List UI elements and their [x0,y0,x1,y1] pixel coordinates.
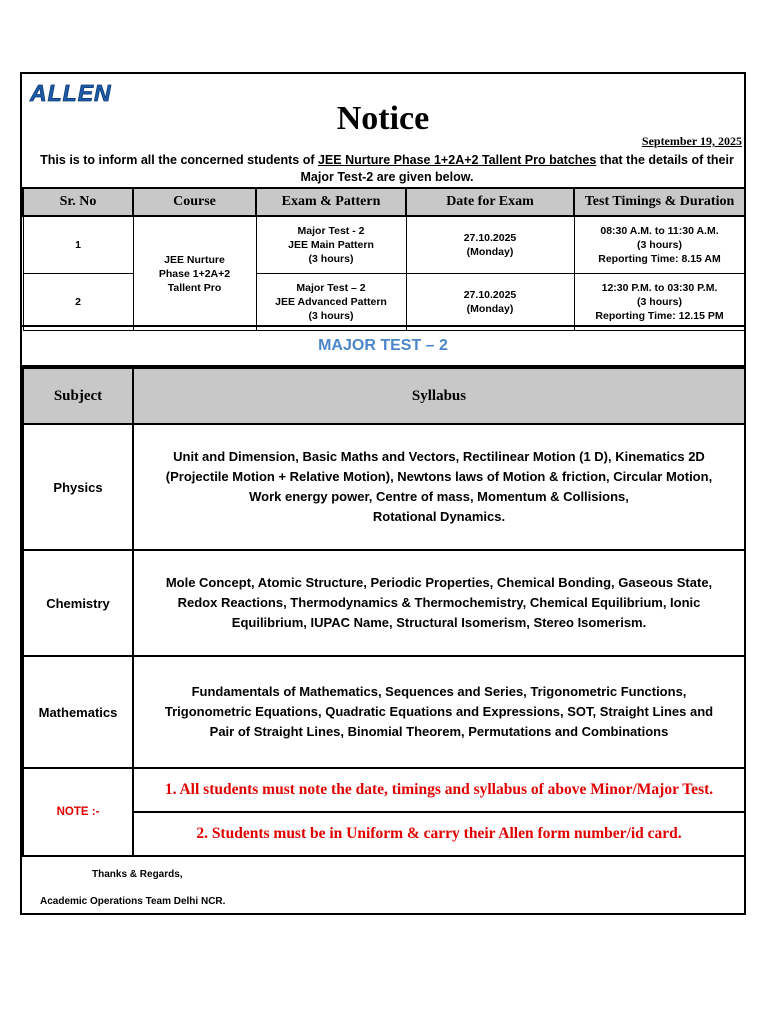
table-row [23,424,745,550]
exam-timing [574,274,745,331]
timing-line: 08:30 A.M. to 11:30 A.M. [600,225,719,237]
timing-line: (3 hours) [637,296,682,308]
schedule-header-row [23,188,745,216]
course-line: JEE Nurture [164,253,225,266]
exam-line: (3 hours) [308,310,354,322]
note-line-1: 1. All students must note the date, timings and syllabus of above Minor/Major Test. [133,768,745,812]
exam-date [406,216,574,274]
notice-date: September 19, 2025 [641,134,742,148]
notice-document [20,72,746,915]
subject-physics: Physics [23,424,133,550]
date-line: 27.10.2025 [463,232,517,244]
exam-line: JEE Advanced Pattern [275,296,387,308]
syllabus-line: Redox Reactions, Thermodynamics & Thermochemistry, Chemical Equilibrium, Ionic [177,595,701,610]
table-row [23,274,745,331]
header-syllabus: Syllabus [133,368,745,424]
syllabus-line: Rotational Dynamics. [372,509,506,524]
syllabus-line: Unit and Dimension, Basic Maths and Vectors, Rectilinear Motion (1 D), Kinematics 2D [173,449,705,464]
syllabus-line: Equilibrium, IUPAC Name, Structural Isomerism, Stereo Isomerism. [231,615,647,630]
exam-pattern [256,274,406,331]
exam-line: Major Test - 2 [297,225,365,237]
exam-timing [574,216,745,274]
table-row [23,550,745,656]
intro-post: that the details of their Major Test-2 are given below. [300,153,734,184]
exam-line: (3 hours) [308,253,354,265]
sr-no: 1 [23,216,133,274]
syllabus-line: Pair of Straight Lines, Binomial Theorem, Permutations and Combinations [209,724,669,739]
note-row [23,768,745,812]
syllabus-table [22,367,746,857]
timing-line: Reporting Time: 12.15 PM [595,310,724,322]
header-exam-pattern: Exam & Pattern [256,188,406,216]
note-label: NOTE :- [23,768,133,856]
thanks-regards: Thanks & Regards, [92,869,183,880]
syllabus-line: Work energy power, Centre of mass, Momentum & Collisions, [249,489,629,504]
course-line: Phase 1+2A+2 [158,267,231,280]
course-line: Tallent Pro [167,281,222,294]
header-course: Course [133,188,256,216]
header-subject: Subject [23,368,133,424]
team-signature: Academic Operations Team Delhi NCR. [40,896,226,907]
table-row [23,216,745,274]
physics-syllabus [133,424,745,550]
table-row [23,656,745,768]
exam-date [406,274,574,331]
subject-chemistry: Chemistry [23,550,133,656]
major-test-banner: MAJOR TEST – 2 [22,325,744,367]
header-sr-no: Sr. No [23,188,133,216]
exam-pattern [256,216,406,274]
syllabus-line: Mole Concept, Atomic Structure, Periodic Properties, Chemical Bonding, Gaseous State, [165,575,713,590]
timing-line: 12:30 P.M. to 03:30 P.M. [601,282,718,294]
date-line: 27.10.2025 [463,289,517,301]
syllabus-line: Fundamentals of Mathematics, Sequences and Series, Trigonometric Functions, [191,684,687,699]
note-line-2: 2. Students must be in Uniform & carry their Allen form number/id card. [133,812,745,856]
date-line: (Monday) [466,246,514,258]
exam-line: Major Test – 2 [296,282,366,294]
timing-line: (3 hours) [637,239,682,251]
header-date: Date for Exam [406,188,574,216]
course-cell [133,216,256,331]
notice-title: Notice [336,100,430,137]
date-line: (Monday) [466,303,514,315]
intro-text [36,152,738,186]
syllabus-line: (Projectile Motion + Relative Motion), Newtons laws of Motion & friction, Circular Motion, [165,469,713,484]
header-timings: Test Timings & Duration [574,188,745,216]
mathematics-syllabus [133,656,745,768]
svg-text:ALLEN: ALLEN [30,80,112,106]
subject-mathematics: Mathematics [23,656,133,768]
intro-batch: JEE Nurture Phase 1+2A+2 Tallent Pro batches [317,153,597,167]
syllabus-header-row [23,368,745,424]
exam-line: JEE Main Pattern [288,239,374,251]
sr-no: 2 [23,274,133,331]
intro-pre: This is to inform all the concerned students of [40,153,318,167]
timing-line: Reporting Time: 8.15 AM [598,253,721,265]
schedule-table [22,187,746,331]
chemistry-syllabus [133,550,745,656]
syllabus-line: Trigonometric Equations, Quadratic Equations and Expressions, SOT, Straight Lines and [164,704,714,719]
